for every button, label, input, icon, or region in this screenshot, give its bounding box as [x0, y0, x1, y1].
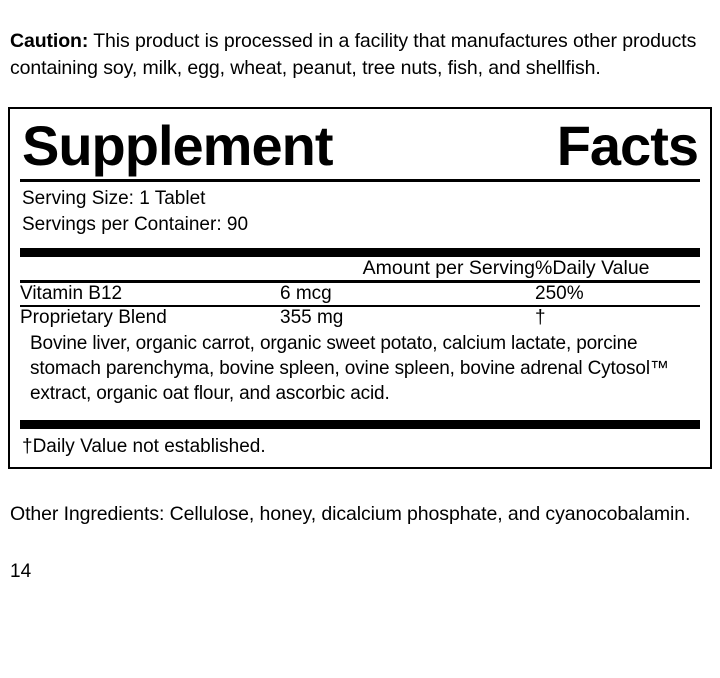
supplement-facts-table	[20, 257, 700, 280]
column-header-amount: Amount per Serving	[362, 257, 535, 279]
page-number: 14	[10, 561, 32, 582]
caution-paragraph	[8, 20, 712, 88]
nutrient-name: Proprietary Blend	[20, 307, 167, 328]
nutrient-rows	[20, 283, 700, 305]
blend-description: Bovine liver, organic carrot, organic sweet potato, calcium lactate, porcine stomach parenchyma, bovine spleen, ovine spleen, bovine adrenal Cytosol™ extract, organic oat flour, and ascorbic acid.	[30, 333, 669, 404]
footnote-rule	[20, 420, 700, 429]
header-top-rule	[20, 248, 700, 257]
column-header-nutrient	[20, 257, 363, 280]
caution-text: This product is processed in a facility that manufactures other products containing soy, milk, egg, wheat, peanut, tree nuts, fish, and shellfish.	[10, 29, 697, 79]
other-ingredients: Other Ingredients: Cellulose, honey, dicalcium phosphate, and cyanocobalamin.	[10, 502, 691, 525]
nutrient-amount: 6 mcg	[280, 283, 332, 304]
serving-size: Serving Size: 1 Tablet	[22, 188, 206, 209]
table-row	[20, 307, 700, 329]
table-row	[20, 283, 700, 305]
blend-row-table	[20, 307, 700, 329]
column-header-daily-value: %Daily Value	[535, 257, 650, 279]
supplement-facts-panel	[8, 107, 712, 469]
nutrient-daily-value: †	[535, 307, 546, 328]
table-header-row	[20, 257, 700, 280]
supplement-facts-title-right: Facts	[556, 114, 698, 177]
supplement-facts-title	[20, 115, 700, 179]
servings-per-container: Servings per Container: 90	[22, 214, 249, 235]
nutrient-name: Vitamin B12	[20, 283, 123, 304]
daily-value-footnote: †Daily Value not established.	[22, 436, 266, 457]
supplement-label-page	[0, 20, 720, 678]
nutrient-daily-value: 250%	[535, 283, 584, 304]
serving-info	[20, 182, 700, 240]
supplement-facts-title-left: Supplement	[22, 114, 333, 177]
caution-label: Caution:	[10, 29, 89, 52]
nutrient-amount: 355 mg	[280, 307, 344, 328]
